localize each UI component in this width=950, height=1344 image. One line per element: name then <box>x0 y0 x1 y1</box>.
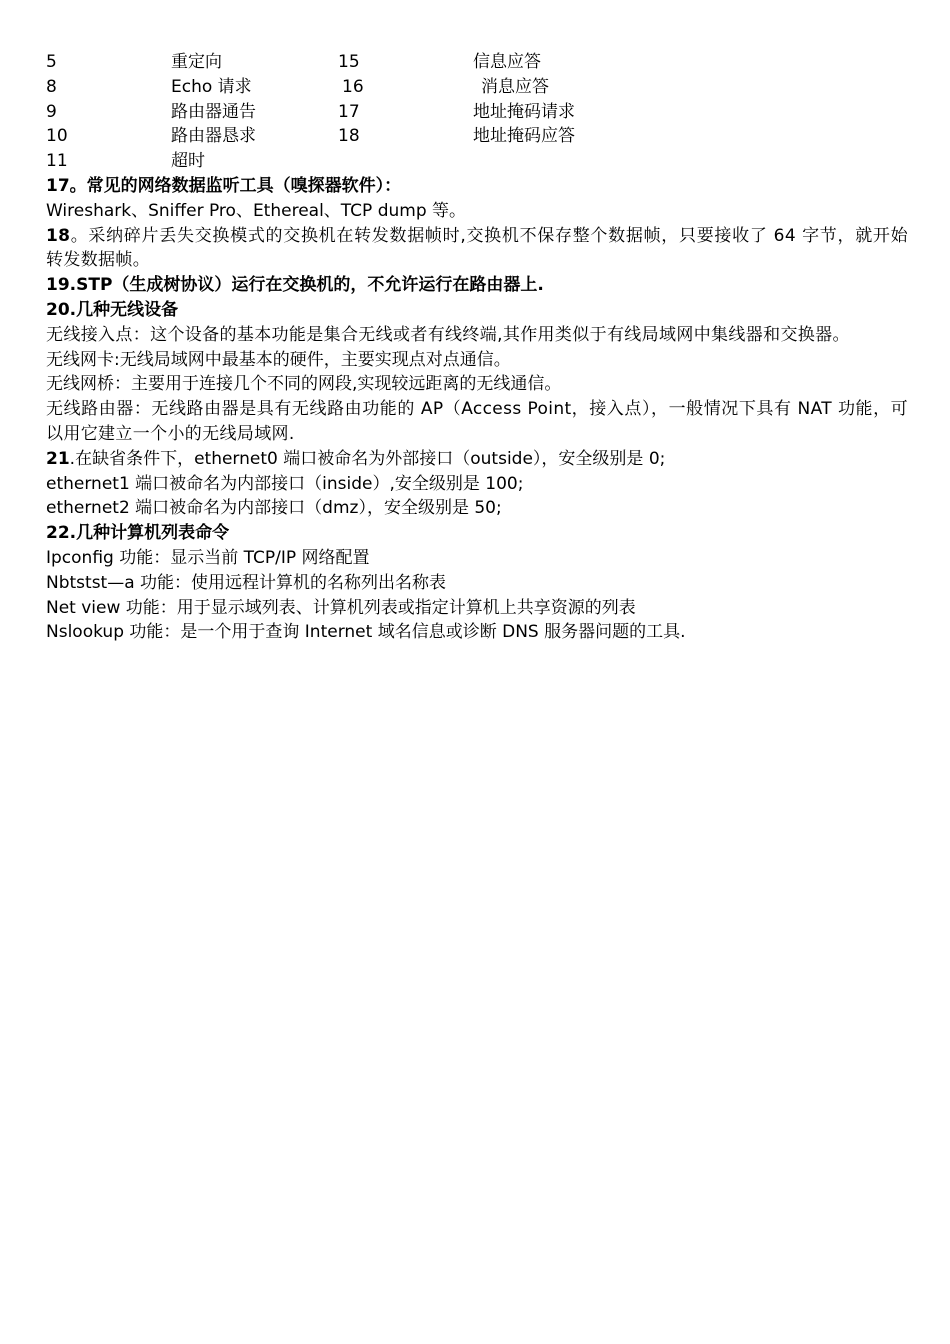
table-row <box>46 75 908 100</box>
section-17-heading: 17。常见的网络数据监听工具（嗅探器软件）： <box>46 175 402 196</box>
section-number: 21 <box>46 448 70 469</box>
section-21-line: ethernet1 端口被命名为内部接口（inside）,安全级别是 100; <box>46 473 524 494</box>
section-21-text: .在缺省条件下，ethernet0 端口被命名为外部接口（outside），安全级别是 0; <box>69 448 666 469</box>
icmp-code: 16 <box>342 76 364 97</box>
icmp-code: 15 <box>338 52 360 72</box>
wireless-ap-item: 无线接入点：这个设备的基本功能是集合无线或者有线终端,其作用类似于有线局域网中集线器和交换器。 <box>46 324 850 345</box>
section-21-line <box>46 447 908 472</box>
icmp-code: 17 <box>338 101 360 122</box>
table-row <box>46 50 908 75</box>
section-number: 18 <box>46 225 71 246</box>
icmp-name: 路由器恳求 <box>171 126 256 147</box>
icmp-type-table <box>46 50 908 174</box>
section-18-paragraph <box>46 224 908 274</box>
icmp-code: 5 <box>46 52 57 72</box>
icmp-name: 重定向 <box>171 52 222 72</box>
icmp-name: 消息应答 <box>481 76 549 97</box>
section-18-text: 。采纳碎片丢失交换模式的交换机在转发数据帧时,交换机不保存整个数据帧，只要接收了 64 字节，就开始转发数据帧。 <box>46 225 908 271</box>
icmp-name: 地址掩码请求 <box>473 101 575 122</box>
icmp-name: 信息应答 <box>473 52 541 72</box>
icmp-code: 8 <box>46 76 57 97</box>
document-page <box>46 50 908 645</box>
icmp-code: 9 <box>46 101 57 122</box>
icmp-code: 18 <box>338 126 360 147</box>
command-item: Net view 功能：用于显示域列表、计算机列表或指定计算机上共享资源的列表 <box>46 597 636 618</box>
icmp-name: 超时 <box>171 151 205 172</box>
wireless-bridge-item: 无线网桥：主要用于连接几个不同的网段,实现较远距离的无线通信。 <box>46 374 562 395</box>
section-22-heading: 22.几种计算机列表命令 <box>46 523 230 544</box>
icmp-code: 11 <box>46 151 68 172</box>
icmp-name: 路由器通告 <box>171 101 256 122</box>
icmp-name: 地址掩码应答 <box>473 126 575 147</box>
command-item: Nslookup 功能：是一个用于查询 Internet 域名信息或诊断 DNS 服务器问题的工具. <box>46 622 686 643</box>
command-item: Ipconfig 功能：显示当前 TCP/IP 网络配置 <box>46 547 370 568</box>
icmp-code: 10 <box>46 126 68 147</box>
table-row <box>46 149 908 174</box>
icmp-name: Echo 请求 <box>171 76 252 97</box>
section-17-body: Wireshark、Sniffer Pro、Ethereal、TCP dump 等。 <box>46 200 467 221</box>
table-row <box>46 124 908 149</box>
wireless-router-item: 无线路由器：无线路由器是具有无线路由功能的 AP（Access Point，接入点），一般情况下具有 NAT 功能，可以用它建立一个小的无线局域网. <box>46 399 908 444</box>
command-item: Nbtstst—a 功能：使用远程计算机的名称列出名称表 <box>46 572 447 593</box>
section-20-heading: 20.几种无线设备 <box>46 299 179 320</box>
section-21-line: ethernet2 端口被命名为内部接口（dmz），安全级别是 50; <box>46 498 502 519</box>
section-19-heading: 19.STP（生成树协议）运行在交换机的，不允许运行在路由器上. <box>46 275 544 296</box>
table-row <box>46 100 908 125</box>
wireless-nic-item: 无线网卡:无线局域网中最基本的硬件，主要实现点对点通信。 <box>46 349 511 370</box>
